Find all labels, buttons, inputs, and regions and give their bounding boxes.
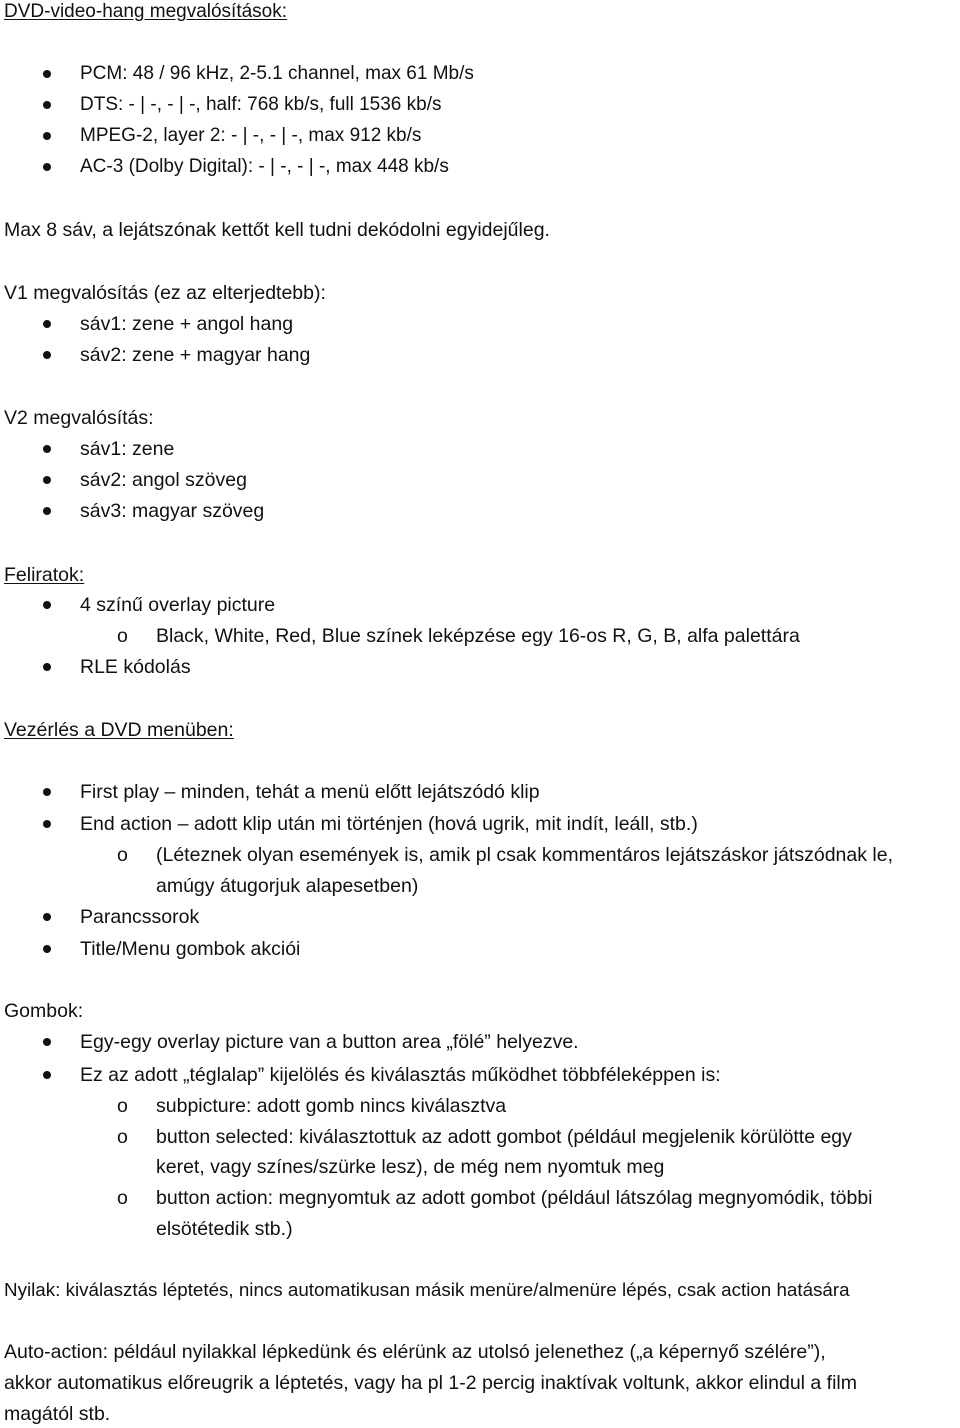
sub-item-button-action-line1: button action: megnyomtuk az adott gombot (például látszólag megnyomódik, többi — [156, 1187, 873, 1209]
bullet-dot — [43, 320, 51, 328]
sub-item-button-selected-line2: keret, vagy színes/szürke lesz), de még nem nyomtuk meg — [156, 1156, 665, 1178]
bullet-dot — [43, 945, 51, 953]
sub-item-events-line1: (Léteznek olyan események is, amik pl csak kommentáros lejátszáskor játszódnak le, — [156, 844, 893, 866]
sub-bullet-o: o — [117, 1095, 128, 1117]
bullet-dot — [43, 445, 51, 453]
bullet-dot — [43, 70, 51, 78]
list-item-overlay-button-area: Egy-egy overlay picture van a button area „fölé” helyezve. — [80, 1031, 579, 1053]
list-item-mpeg2: MPEG-2, layer 2: - | -, - | -, max 912 kb/s — [80, 125, 422, 146]
list-item-first-play: First play – minden, tehát a menü előtt lejátszódó klip — [80, 781, 540, 803]
section-title-subtitles: Feliratok: — [4, 564, 85, 586]
sub-item-button-selected-line1: button selected: kiválasztottuk az adott gombot (például megjelenik körülötte egy — [156, 1126, 852, 1148]
list-item-overlay: 4 színű overlay picture — [80, 594, 276, 616]
bullet-dot — [43, 101, 51, 109]
sub-item-button-action-line2: elsötétedik stb.) — [156, 1218, 293, 1240]
list-item-v1-track1: sáv1: zene + angol hang — [80, 313, 294, 335]
bullet-dot — [43, 132, 51, 140]
section-title-menu-control: Vezérlés a DVD menüben: — [4, 719, 234, 741]
list-item-rle: RLE kódolás — [80, 656, 191, 678]
bullet-dot — [43, 820, 51, 828]
paragraph-arrows: Nyilak: kiválasztás léptetés, nincs automatikusan másik menüre/almenüre lépés, csak action hatására — [4, 1279, 850, 1300]
sub-bullet-o: o — [117, 1187, 128, 1209]
sub-bullet-o: o — [117, 844, 128, 866]
bullet-dot — [43, 163, 51, 171]
bullet-dot — [43, 1071, 51, 1079]
sub-item-subpicture: subpicture: adott gomb nincs kiválasztva — [156, 1095, 507, 1117]
section-title-buttons: Gombok: — [4, 1000, 84, 1022]
paragraph-auto-action-line3: magától stb. — [4, 1403, 111, 1425]
bullet-dot — [43, 476, 51, 484]
list-item-dts: DTS: - | -, - | -, half: 768 kb/s, full 1536 kb/s — [80, 94, 442, 115]
sub-bullet-o: o — [117, 1126, 128, 1148]
list-item-ac3: AC-3 (Dolby Digital): - | -, - | -, max 448 kb/s — [80, 156, 449, 177]
section-title-v1: V1 megvalósítás (ez az elterjedtebb): — [4, 282, 326, 304]
bullet-dot — [43, 507, 51, 515]
bullet-dot — [43, 788, 51, 796]
sub-item-events-line2: amúgy átugorjuk alapesetben) — [156, 875, 419, 897]
bullet-dot — [43, 351, 51, 359]
bullet-dot — [43, 663, 51, 671]
list-item-v2-track2: sáv2: angol szöveg — [80, 469, 247, 491]
bullet-dot — [43, 913, 51, 921]
list-item-v2-track3: sáv3: magyar szöveg — [80, 500, 265, 522]
list-item-rectangle-selection: Ez az adott „téglalap” kijelölés és kiválasztás működhet többféleképpen is: — [80, 1064, 721, 1086]
heading-dvd-audio: DVD-video-hang megvalósítások: — [4, 1, 288, 22]
list-item-v1-track2: sáv2: zene + magyar hang — [80, 344, 311, 366]
paragraph-auto-action-line2: akkor automatikus előreugrik a léptetés, vagy ha pl 1-2 percig inaktívak voltunk, akkor elindul a film — [4, 1372, 858, 1394]
list-item-title-menu-buttons: Title/Menu gombok akciói — [80, 938, 301, 960]
list-item-v2-track1: sáv1: zene — [80, 438, 175, 460]
paragraph-auto-action-line1: Auto-action: például nyilakkal lépkedünk és elérünk az utolsó jelenethez („a képernyő szélére”), — [4, 1341, 826, 1363]
bullet-dot — [43, 1038, 51, 1046]
bullet-dot — [43, 601, 51, 609]
list-item-pcm: PCM: 48 / 96 kHz, 2-5.1 channel, max 61 Mb/s — [80, 63, 474, 84]
paragraph-max-tracks: Max 8 sáv, a lejátszónak kettőt kell tudni dekódolni egyidejűleg. — [4, 219, 550, 241]
section-title-v2: V2 megvalósítás: — [4, 407, 154, 429]
list-item-command-lines: Parancssorok — [80, 906, 200, 928]
list-item-end-action: End action – adott klip után mi történjen (hová ugrik, mit indít, leáll, stb.) — [80, 813, 698, 835]
sub-item-palette: Black, White, Red, Blue színek leképzése egy 16-os R, G, B, alfa palettára — [156, 625, 800, 647]
sub-bullet-o: o — [117, 625, 128, 647]
